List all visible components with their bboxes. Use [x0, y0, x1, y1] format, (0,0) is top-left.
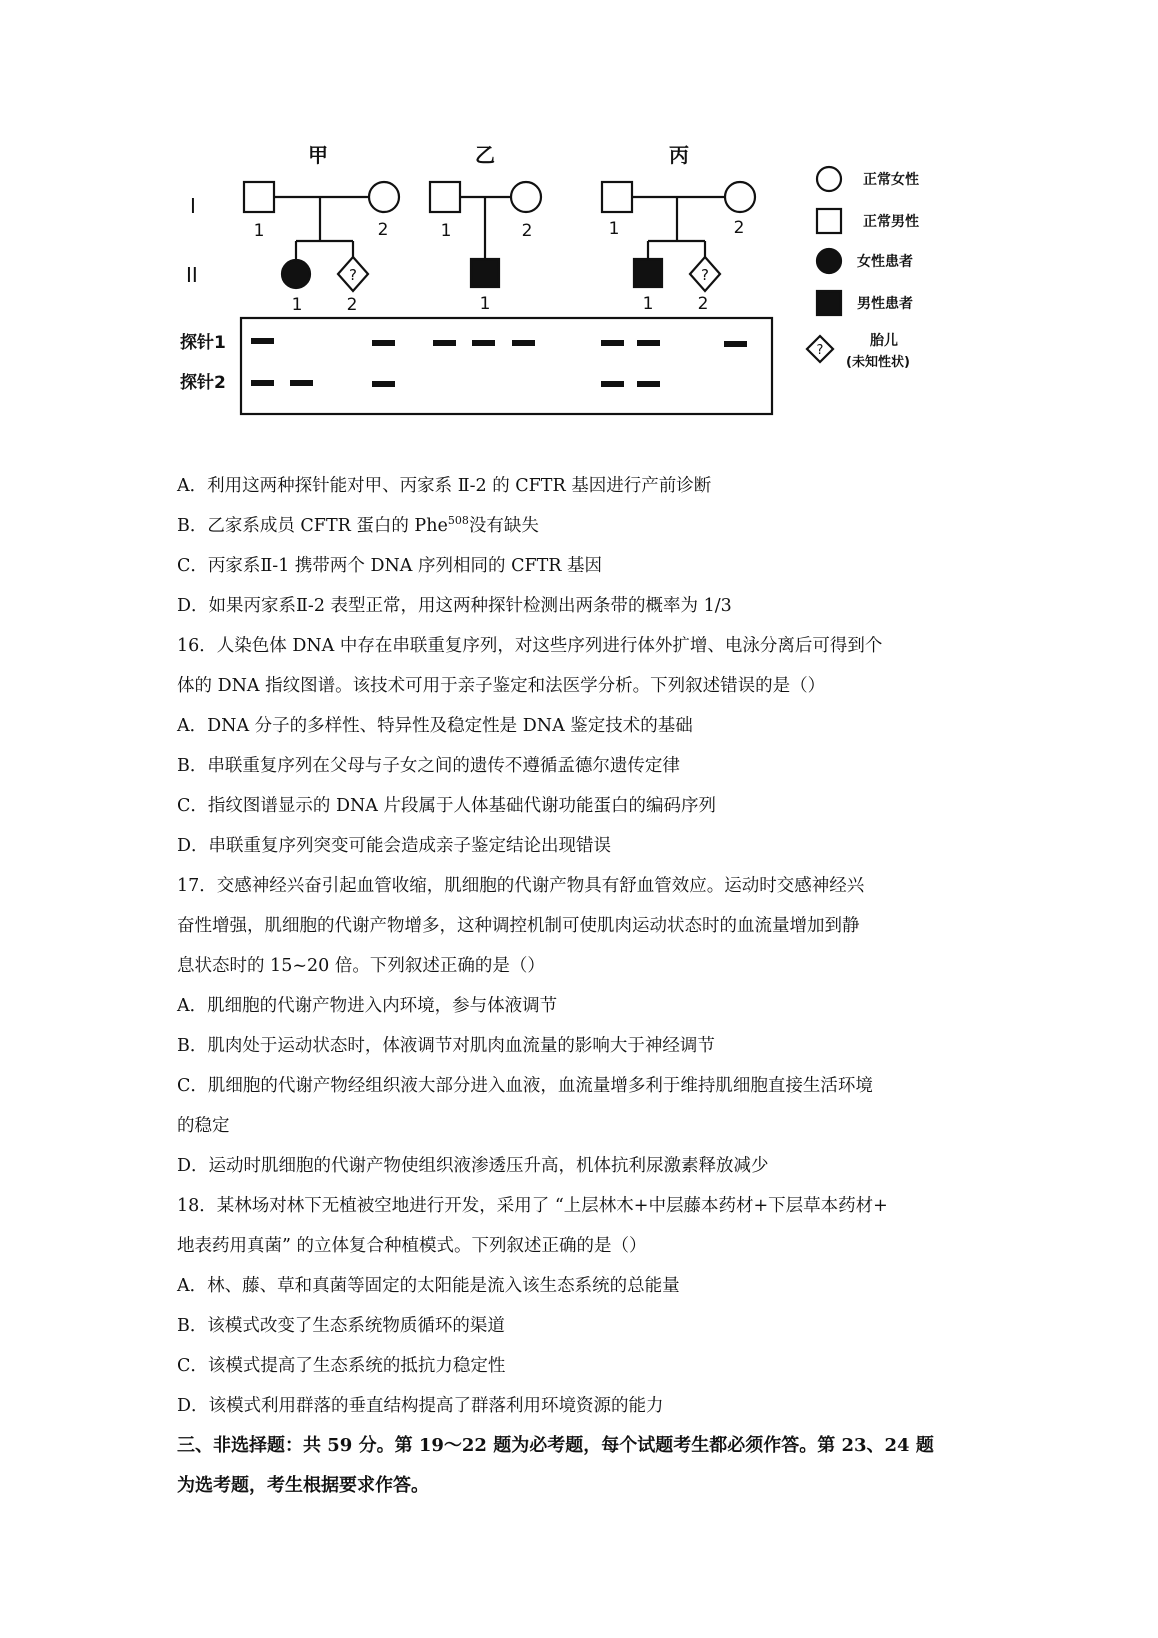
legend-label-fetus: 胎儿 — [870, 333, 898, 349]
gel-box — [241, 318, 772, 414]
num-jia-II1: 1 — [291, 295, 303, 315]
q15-option-b-pre: B．乙家系成员 CFTR 蛋白的 Phe — [177, 516, 448, 536]
legend-label-affected-female: 女性患者 — [857, 254, 913, 270]
family-title-jia: 甲 — [308, 143, 328, 167]
q17-option-d: D．运动时肌细胞的代谢产物使组织液渗透压升高，机体抗利尿激素释放减少 — [177, 1156, 769, 1176]
jia-II1-affected-female — [282, 260, 310, 288]
num-yi-I1: 1 — [440, 221, 452, 241]
q15-option-a: A．利用这两种探针能对甲、丙家系 Ⅱ-2 的 CFTR 基因进行产前诊断 — [177, 476, 712, 496]
yi-I1-normal-male — [430, 182, 460, 212]
q15-option-c: C．丙家系Ⅱ-1 携带两个 DNA 序列相同的 CFTR 基因 — [177, 556, 603, 576]
q17-stem-line-1: 17．交感神经兴奋引起血管收缩，肌细胞的代谢产物具有舒血管效应。运动时交感神经兴 — [177, 876, 865, 896]
q18-stem-line-2: 地表药用真菌” 的立体复合种植模式。下列叙述正确的是（） — [177, 1236, 647, 1256]
band-p1-yi-I2 — [472, 340, 495, 346]
yi-I2-normal-female — [511, 182, 541, 212]
band-p2-jia-I2 — [290, 380, 313, 386]
band-p1-jia-I1 — [251, 338, 274, 344]
q18-option-b: B．该模式改变了生态系统物质循环的渠道 — [177, 1316, 505, 1336]
legend-label-affected-male: 男性患者 — [857, 296, 913, 312]
num-jia-II2: 2 — [346, 295, 358, 315]
band-p1-jia-I2 — [372, 340, 395, 346]
legend-label-normal-male: 正常男性 — [863, 214, 919, 230]
q17-stem-line-3: 息状态时的 15~20 倍。下列叙述正确的是（） — [177, 956, 545, 976]
section-3-heading-line-2: 为选考题，考生根据要求作答。 — [177, 1475, 429, 1496]
pedigree-figure — [180, 140, 980, 450]
legend-label-normal-female: 正常女性 — [863, 172, 919, 188]
q16-option-a: A．DNA 分子的多样性、特异性及稳定性是 DNA 鉴定技术的基础 — [177, 716, 693, 736]
fetus-mark-jia: ? — [349, 266, 357, 284]
section-3-heading-line-1: 三、非选择题：共 59 分。第 19～22 题为必考题，每个试题考生都必须作答。第 23、24 题 — [177, 1435, 934, 1456]
jia-I2-normal-female — [369, 182, 399, 212]
q18-stem-line-1: 18．某林场对林下无植被空地进行开发，采用了 “上层林木+中层藤本药材+下层草本药材+ — [177, 1196, 888, 1216]
q18-option-c: C．该模式提高了生态系统的抵抗力稳定性 — [177, 1356, 506, 1376]
probe-label-2: 探针2 — [180, 373, 226, 393]
num-yi-I2: 2 — [521, 221, 533, 241]
generation-label-II: II — [186, 263, 198, 287]
q16-option-c: C．指纹图谱显示的 DNA 片段属于人体基础代谢功能蛋白的编码序列 — [177, 796, 716, 816]
bing-II1-affected-male — [634, 259, 662, 287]
num-yi-II1: 1 — [479, 294, 491, 314]
generation-label-I: I — [190, 194, 196, 218]
num-bing-I2: 2 — [733, 218, 745, 238]
q15-option-b-superscript: 508 — [447, 514, 469, 527]
family-title-bing: 丙 — [669, 143, 689, 167]
q17-stem-line-2: 奋性增强，肌细胞的代谢产物增多，这种调控机制可使肌肉运动状态时的血流量增加到静 — [177, 916, 860, 936]
q17-option-a: A．肌细胞的代谢产物进入内环境，参与体液调节 — [177, 996, 558, 1016]
probe-label-1: 探针1 — [180, 333, 226, 353]
q17-option-b: B．肌肉处于运动状态时，体液调节对肌肉血流量的影响大于神经调节 — [177, 1036, 715, 1056]
q17-option-c: C．肌细胞的代谢产物经组织液大部分进入血液，血流量增多利于维持肌细胞直接生活环境 — [177, 1076, 873, 1096]
q16-stem-line-2: 体的 DNA 指纹图谱。该技术可用于亲子鉴定和法医学分析。下列叙述错误的是（） — [177, 676, 826, 696]
num-bing-II2: 2 — [697, 294, 709, 314]
question-text — [177, 466, 997, 1506]
q15-option-b — [177, 506, 997, 546]
band-p2-bing-I1 — [601, 381, 624, 387]
band-p1-bing-II1 — [724, 341, 747, 347]
num-jia-I1: 1 — [253, 221, 265, 241]
yi-II1-affected-male — [471, 259, 499, 287]
band-p1-bing-I2 — [637, 340, 660, 346]
q16-stem-line-1: 16．人染色体 DNA 中存在串联重复序列，对这些序列进行体外扩增、电泳分离后可得到个 — [177, 636, 883, 656]
band-p2-bing-I2 — [637, 381, 660, 387]
band-p1-bing-I1 — [601, 340, 624, 346]
jia-I1-normal-male — [244, 182, 274, 212]
band-p1-yi-I1 — [433, 340, 456, 346]
bing-I2-normal-female — [725, 182, 755, 212]
legend-affected-male-icon — [817, 291, 841, 315]
band-p1-yi-II1 — [512, 340, 535, 346]
legend-affected-female-icon — [817, 249, 841, 273]
q18-option-a: A．林、藤、草和真菌等固定的太阳能是流入该生态系统的总能量 — [177, 1276, 680, 1296]
q18-option-d: D．该模式利用群落的垂直结构提高了群落利用环境资源的能力 — [177, 1396, 664, 1416]
fetus-mark-bing: ? — [701, 266, 709, 284]
q17-option-c-continued: 的稳定 — [177, 1116, 230, 1136]
legend-normal-female-icon — [817, 167, 841, 191]
num-bing-I1: 1 — [608, 219, 620, 239]
q15-option-b-post: 没有缺失 — [468, 516, 539, 536]
legend-fetus-mark: ? — [816, 343, 824, 358]
q16-option-d: D．串联重复序列突变可能会造成亲子鉴定结论出现错误 — [177, 836, 612, 856]
num-bing-II1: 1 — [642, 294, 654, 314]
band-p2-jia-II1 — [372, 381, 395, 387]
legend-label-fetus-sub: (未知性状) — [846, 355, 910, 370]
legend-normal-male-icon — [817, 209, 841, 233]
num-jia-I2: 2 — [377, 220, 389, 240]
q15-option-d: D．如果丙家系Ⅱ-2 表型正常，用这两种探针检测出两条带的概率为 1/3 — [177, 596, 732, 616]
family-title-yi: 乙 — [475, 143, 495, 167]
band-p2-jia-I1 — [251, 380, 274, 386]
bing-I1-normal-male — [602, 182, 632, 212]
q16-option-b: B．串联重复序列在父母与子女之间的遗传不遵循孟德尔遗传定律 — [177, 756, 680, 776]
